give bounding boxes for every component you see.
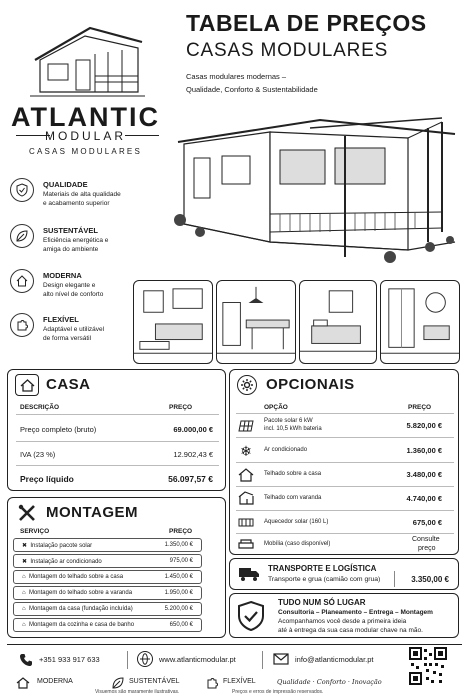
opcionais-col-price: PREÇO bbox=[408, 404, 432, 411]
option-price: 1.360,00 € bbox=[406, 446, 442, 455]
contact-bar bbox=[7, 644, 462, 674]
montagem-row-label bbox=[22, 606, 133, 612]
slogan: Qualidade · Conforto · Inovação bbox=[277, 678, 382, 686]
montagem-row-label bbox=[22, 590, 132, 596]
montagem-section bbox=[7, 497, 226, 638]
qr-code-icon[interactable] bbox=[409, 647, 447, 685]
leaf-icon bbox=[10, 224, 34, 248]
living-room-image bbox=[133, 280, 213, 364]
bathroom-image bbox=[380, 280, 460, 364]
divider bbox=[236, 533, 454, 534]
leaf-icon bbox=[111, 676, 125, 690]
house-illustration bbox=[170, 92, 460, 274]
brand-modular: MODULAR bbox=[44, 129, 126, 143]
option-label: Pacote solar 6 kW bbox=[264, 418, 313, 424]
house-icon bbox=[15, 676, 31, 690]
montagem-row-text: Instalação ar condicionado bbox=[30, 558, 102, 565]
option-label: Telhado com varanda bbox=[264, 495, 322, 501]
features-list bbox=[10, 176, 140, 346]
kitchen-image bbox=[216, 280, 296, 364]
tudo-section bbox=[229, 593, 459, 638]
house-icon: ⌂ bbox=[22, 574, 26, 580]
montagem-title: MONTAGEM bbox=[46, 504, 139, 521]
divider bbox=[236, 510, 454, 511]
globe-icon bbox=[137, 651, 153, 667]
divider bbox=[236, 413, 454, 414]
disclaimer-2: Preços e erros de impressão reservados. bbox=[232, 689, 324, 695]
montagem-row-price: 650,00 € bbox=[169, 622, 193, 628]
casa-row-price: 56.097,57 € bbox=[168, 474, 213, 484]
page-subtitle: CASAS MODULARES bbox=[186, 40, 389, 61]
table-row bbox=[13, 554, 202, 568]
montagem-row-text: Instalação pacote solar bbox=[30, 542, 93, 549]
option-label: Aquecedor solar (160 L) bbox=[264, 519, 329, 525]
montagem-row-text: Montagem da cozinha e casa de banho bbox=[28, 622, 135, 628]
opcionais-title: OPCIONAIS bbox=[266, 376, 355, 393]
transporte-label: Transporte e grua (camião com grua) bbox=[268, 576, 381, 583]
option-price: 3.480,00 € bbox=[406, 470, 442, 479]
contact-web[interactable]: www.atlanticmodular.pt bbox=[159, 655, 236, 664]
option-label: Telhado sobre a casa bbox=[264, 471, 322, 477]
feature-title: FLEXÍVEL bbox=[43, 315, 79, 324]
logo bbox=[8, 20, 168, 160]
page-title: TABELA DE PREÇOS bbox=[186, 10, 427, 36]
tudo-line-2: Acompanhamos você desde a primeira ideia bbox=[278, 618, 407, 625]
disclaimer-1: Visuemos são maramente ilustrativas. bbox=[95, 689, 180, 695]
montagem-row-label bbox=[22, 558, 102, 565]
interior-gallery bbox=[133, 280, 460, 364]
divider bbox=[236, 486, 454, 487]
casa-section bbox=[7, 369, 226, 491]
montagem-row-price: 1.950,00 € bbox=[164, 590, 193, 596]
tagline-1: Casas modulares modernas – bbox=[186, 72, 287, 81]
option-price: 675,00 € bbox=[412, 518, 442, 527]
feature-desc: amiga do ambiente bbox=[43, 246, 99, 253]
divider bbox=[236, 437, 454, 438]
feature-desc: e acabamento superior bbox=[43, 200, 110, 207]
casa-title: CASA bbox=[46, 376, 91, 393]
divider bbox=[16, 465, 219, 466]
table-row bbox=[13, 618, 202, 632]
table-row bbox=[13, 586, 202, 600]
mail-icon bbox=[273, 653, 289, 665]
montagem-row-label bbox=[22, 574, 123, 580]
divider bbox=[125, 135, 159, 136]
casa-col-desc: DESCRIÇÃO bbox=[20, 404, 60, 411]
house-icon: ⌂ bbox=[22, 590, 26, 596]
feature-desc: alto nível de conforto bbox=[43, 291, 104, 298]
phone-icon bbox=[17, 651, 35, 669]
sofa-icon bbox=[238, 537, 254, 551]
montagem-row-price: 1.350,00 € bbox=[164, 542, 193, 548]
contact-phone[interactable]: +351 933 917 633 bbox=[39, 655, 100, 664]
feature-desc: Design elegante e bbox=[43, 282, 96, 289]
divider bbox=[236, 462, 454, 463]
montagem-col-price: PREÇO bbox=[169, 528, 193, 535]
montagem-row-price: 1.450,00 € bbox=[164, 574, 193, 580]
casa-row-label: Preço completo (bruto) bbox=[20, 425, 97, 434]
montagem-row-text: Montagem do telhado sobre a casa bbox=[28, 574, 124, 580]
brand-name: ATLANTIC bbox=[11, 102, 160, 132]
option-price: 5.820,00 € bbox=[406, 421, 442, 430]
casa-row-label: IVA (23 %) bbox=[20, 450, 56, 459]
casa-row-price: 69.000,00 € bbox=[173, 425, 213, 434]
divider bbox=[16, 414, 219, 415]
feature-desc: de forma versátil bbox=[43, 335, 92, 342]
wrench-icon: ✖ bbox=[22, 542, 28, 549]
montagem-col-service: SERVIÇO bbox=[20, 528, 50, 535]
divider bbox=[394, 571, 395, 587]
house-icon: ⌂ bbox=[22, 622, 26, 628]
divider bbox=[127, 651, 128, 669]
bedroom-image bbox=[299, 280, 377, 364]
option-price: Consulte bbox=[412, 536, 440, 543]
divider bbox=[262, 651, 263, 669]
feature-title: QUALIDADE bbox=[43, 180, 88, 189]
shield-check-icon bbox=[10, 178, 34, 202]
logo-house-icon bbox=[30, 20, 145, 100]
house-icon bbox=[10, 269, 34, 293]
transporte-price: 3.350,00 € bbox=[411, 575, 449, 584]
divider bbox=[16, 441, 219, 442]
option-price-2: preço bbox=[418, 545, 436, 552]
feature-desc: Materiais de alta qualidade bbox=[43, 191, 121, 198]
gear-icon bbox=[237, 375, 257, 395]
puzzle-icon bbox=[10, 313, 34, 337]
snowflake-icon: ❄ bbox=[240, 442, 252, 459]
tudo-line-3: até à entrega da sua casa modular chave na mão. bbox=[278, 627, 423, 634]
table-row bbox=[13, 602, 202, 616]
tagline-2: Qualidade, Conforto & Sustentabilidade bbox=[186, 85, 318, 94]
montagem-row-text: Montagem do telhado sobre a varanda bbox=[28, 590, 133, 596]
tudo-line-1: Consultoria – Planeamento – Entrega – Montagem bbox=[278, 609, 433, 616]
bottom-sustentavel: SUSTENTÁVEL bbox=[129, 678, 180, 685]
montagem-row-label bbox=[22, 622, 134, 628]
option-price: 4.740,00 € bbox=[406, 494, 442, 503]
montagem-row-label bbox=[22, 542, 92, 549]
feature-desc: Adaptável e utilizável bbox=[43, 326, 105, 333]
montagem-row-price: 975,00 € bbox=[169, 558, 193, 564]
opcionais-col-option: OPÇÃO bbox=[264, 404, 288, 411]
casa-row-price: 12.902,43 € bbox=[173, 450, 213, 459]
transporte-title: TRANSPORTE E LOGÍSTICA bbox=[268, 564, 377, 573]
casa-row-label: Preço líquido bbox=[20, 474, 74, 484]
tudo-title: TUDO NUM SÓ LUGAR bbox=[278, 598, 366, 607]
house-icon bbox=[238, 468, 254, 482]
puzzle-icon bbox=[205, 676, 219, 690]
solar-panel-icon bbox=[238, 419, 254, 433]
opcionais-section bbox=[229, 369, 459, 555]
brand-sub: CASAS MODULARES bbox=[28, 147, 143, 156]
feature-desc: Eficiência energética e bbox=[43, 237, 109, 244]
option-label-2: incl. 10,5 kWh bateria bbox=[264, 426, 322, 432]
casa-col-price: PREÇO bbox=[169, 404, 193, 411]
bottom-strip bbox=[7, 674, 399, 699]
montagem-row-price: 5.200,00 € bbox=[164, 606, 193, 612]
table-row bbox=[13, 538, 202, 552]
table-row bbox=[13, 570, 202, 584]
bottom-moderna: MODERNA bbox=[37, 678, 73, 685]
contact-email[interactable]: info@atlanticmodular.pt bbox=[295, 655, 374, 664]
house-icon: ⌂ bbox=[22, 606, 26, 612]
bottom-flexivel: FLEXÍVEL bbox=[223, 678, 256, 685]
solar-heater-icon bbox=[238, 515, 254, 529]
shield-check-icon bbox=[236, 599, 266, 633]
feature-title: MODERNA bbox=[43, 271, 82, 280]
option-label: Ar condicionado bbox=[264, 447, 308, 453]
wrench-icon: ✖ bbox=[22, 558, 28, 565]
truck-icon bbox=[238, 565, 260, 583]
option-label: Mobília (caso disponível) bbox=[264, 541, 331, 547]
transporte-section bbox=[229, 558, 459, 590]
montagem-row-text: Montagem da casa (fundação incluída) bbox=[28, 606, 133, 612]
feature-title: SUSTENTÁVEL bbox=[43, 226, 99, 235]
tools-icon bbox=[16, 502, 38, 524]
house-icon bbox=[15, 374, 39, 396]
house-veranda-icon bbox=[238, 491, 254, 505]
